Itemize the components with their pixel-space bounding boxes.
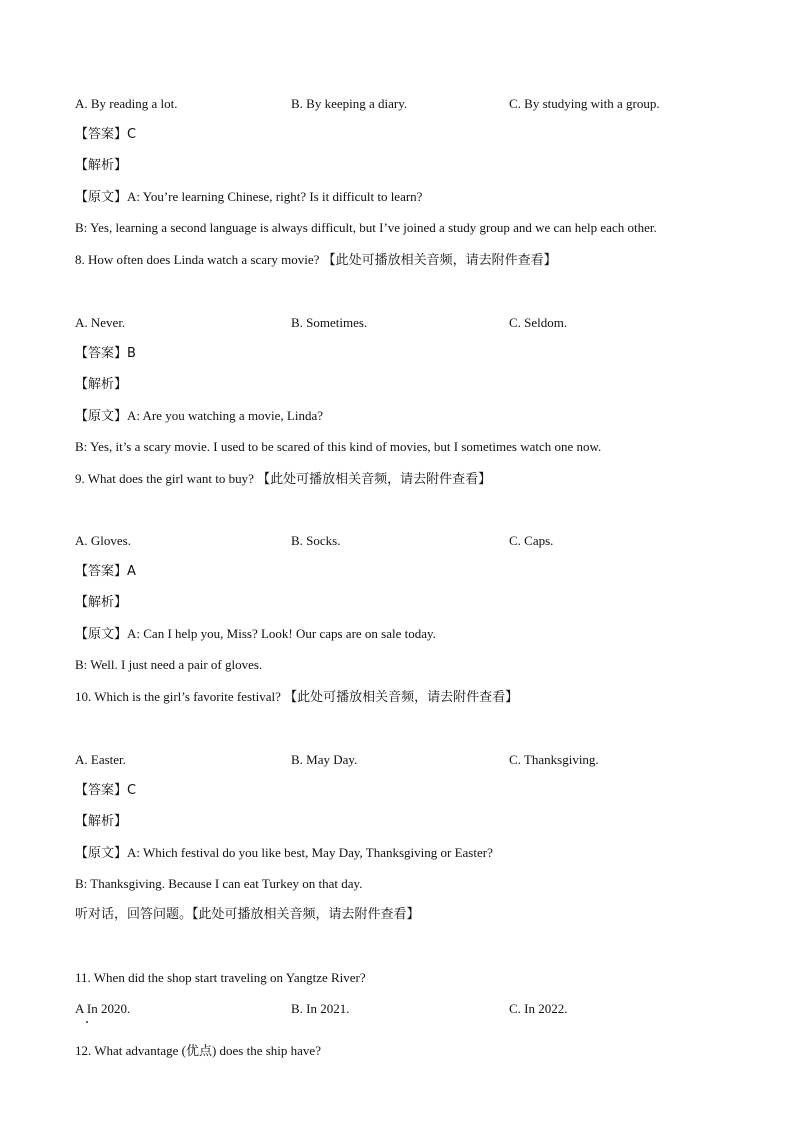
stray-dot <box>86 1021 88 1023</box>
q10-transcript-a: 【原文】A: Which festival do you like best, May Day, Thanksgiving or Easter? <box>75 845 493 860</box>
q7-transcript-a: 【原文】A: You’re learning Chinese, right? Is it difficult to learn? <box>75 189 423 204</box>
q10-option-a: A. Easter. <box>75 752 126 767</box>
q7-transcript-b: B: Yes, learning a second language is always difficult, but I’ve joined a study group and we can help each other. <box>75 220 657 235</box>
q9-option-c: C. Caps. <box>509 533 554 548</box>
q7-analysis: 【解析】 <box>75 158 128 173</box>
q8-option-c: C. Seldom. <box>509 315 568 330</box>
q9-transcript-a: 【原文】A: Can I help you, Miss? Look! Our caps are on sale today. <box>75 626 436 641</box>
q11-option-a: A In 2020. <box>75 1001 131 1016</box>
q9-option-a: A. Gloves. <box>75 533 131 548</box>
q7-option-c: C. By studying with a group. <box>509 96 660 111</box>
q8-question: 8. How often does Linda watch a scary movie? <box>75 252 320 267</box>
q10-option-b: B. May Day. <box>291 752 358 767</box>
q8-answer: 【答案】B <box>75 346 136 361</box>
q10-audio-note[interactable]: 【此处可播放相关音频，请去附件查看】 <box>284 690 519 705</box>
q9-audio-note[interactable]: 【此处可播放相关音频，请去附件查看】 <box>257 472 492 487</box>
section-instruction[interactable]: 听对话，回答问题。【此处可播放相关音频，请去附件查看】 <box>75 907 420 922</box>
q7-answer: 【答案】C <box>75 127 137 142</box>
q10-question-line <box>75 689 518 706</box>
q11-option-c: C. In 2022. <box>509 1001 568 1016</box>
q9-question-line <box>75 471 491 488</box>
q8-transcript-b: B: Yes, it’s a scary movie. I used to be scared of this kind of movies, but I sometimes watch one now. <box>75 439 602 454</box>
q11-option-b: B. In 2021. <box>291 1001 350 1016</box>
q7-option-b: B. By keeping a diary. <box>291 96 408 111</box>
q8-option-a: A. Never. <box>75 315 126 330</box>
q10-transcript-b: B: Thanksgiving. Because I can eat Turkey on that day. <box>75 876 363 891</box>
q9-transcript-b: B: Well. I just need a pair of gloves. <box>75 657 263 672</box>
q8-audio-note[interactable]: 【此处可播放相关音频，请去附件查看】 <box>322 253 557 268</box>
q9-answer: 【答案】A <box>75 564 136 579</box>
q7-option-a: A. By reading a lot. <box>75 96 178 111</box>
q9-option-b: B. Socks. <box>291 533 341 548</box>
q12-question: 12. What advantage (优点) does the ship have? <box>75 1043 321 1058</box>
q10-analysis: 【解析】 <box>75 814 128 829</box>
q8-analysis: 【解析】 <box>75 377 128 392</box>
q10-answer: 【答案】C <box>75 783 137 798</box>
q11-question: 11. When did the shop start traveling on Yangtze River? <box>75 970 366 985</box>
q8-option-b: B. Sometimes. <box>291 315 368 330</box>
q8-transcript-a: 【原文】A: Are you watching a movie, Linda? <box>75 408 324 423</box>
q10-question: 10. Which is the girl’s favorite festival? <box>75 689 281 704</box>
q10-option-c: C. Thanksgiving. <box>509 752 599 767</box>
q8-question-line <box>75 252 557 269</box>
q9-analysis: 【解析】 <box>75 595 128 610</box>
q9-question: 9. What does the girl want to buy? <box>75 471 254 486</box>
